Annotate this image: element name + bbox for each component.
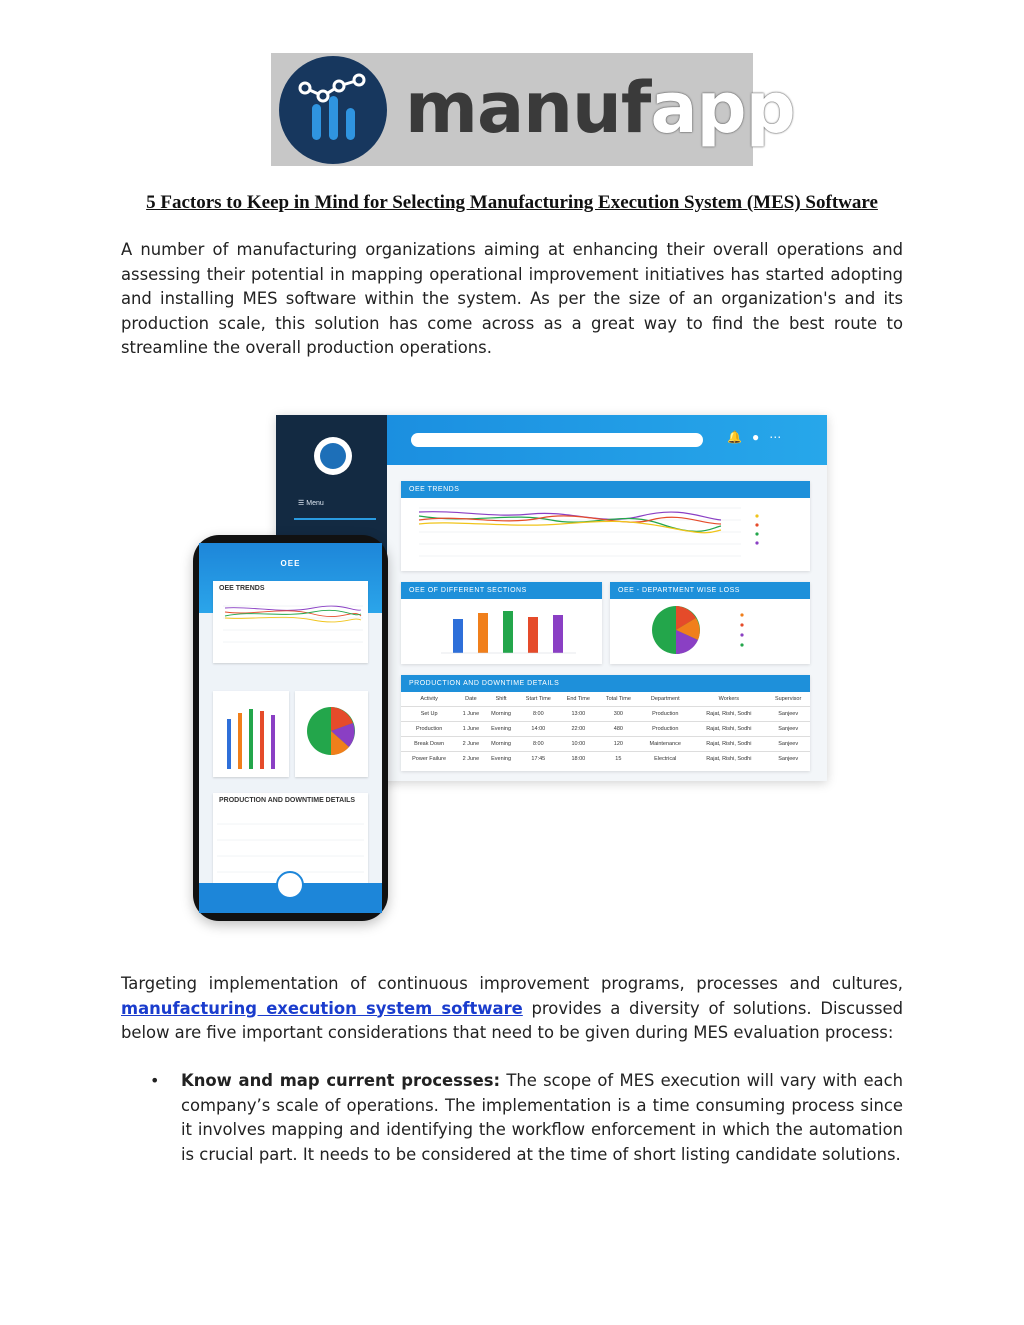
phone-bottom-nav	[199, 883, 382, 913]
table-cell: Morning	[491, 710, 511, 717]
oee-sections-chart	[401, 599, 602, 664]
list-item	[150, 1069, 903, 1167]
table-cell: 13:00	[571, 710, 586, 717]
phone-trends-card	[213, 581, 368, 663]
body-text-before-link: Targeting implementation of continuous improvement programs, processes and cultures,	[121, 974, 903, 993]
table-cell: 1 June	[462, 710, 480, 717]
table-header-cell: End Time	[566, 695, 590, 702]
logo-word-part1: manuf	[405, 67, 651, 149]
table-cell: Set Up	[420, 710, 438, 717]
sidebar-divider	[294, 518, 376, 520]
oee-department-pie	[610, 599, 810, 664]
phone-sections-card	[213, 691, 289, 777]
table-cell: 22:00	[571, 725, 586, 732]
considerations-list	[150, 1069, 903, 1167]
table-cell: Rajat, Rishi, Sodhi	[706, 740, 752, 747]
table-cell: Morning	[491, 740, 511, 747]
table-header-cell: Start Time	[525, 695, 551, 702]
bullet-heading: Know and map current processes:	[181, 1071, 501, 1090]
table-header-cell: Activity	[420, 695, 438, 702]
table-cell: Maintenance	[649, 740, 681, 747]
table-row	[401, 706, 810, 721]
table-cell: Sanjeev	[778, 755, 799, 762]
oee-sections-panel	[401, 582, 602, 664]
phone-nav-center-icon	[276, 871, 304, 899]
table-cell: 480	[613, 725, 623, 732]
phone-trends-title: OEE TRENDS	[219, 585, 265, 592]
phone-sections-chart	[213, 691, 289, 777]
bullet-text: The scope of MES execution will vary with each company’s scale of operations. The implementation is a time consuming process since it involves mapping and identifying the workflow enforcement in which the automation is crucial part. It needs to be considered at the time of short listing candidate solutions.	[181, 1071, 904, 1164]
logo-mark-icon	[279, 56, 387, 164]
oee-trends-chart	[401, 498, 810, 571]
phone-trends-chart	[213, 596, 368, 660]
production-details-panel	[401, 675, 810, 771]
phone-department-card	[295, 691, 368, 777]
table-cell: 15	[615, 755, 622, 762]
table-cell: 8:00	[532, 710, 544, 717]
oee-department-title: OEE - DEPARTMENT WISE LOSS	[610, 582, 810, 599]
table-header-cell: Date	[465, 695, 477, 702]
table-header-cell: Workers	[718, 695, 740, 702]
sidebar-menu-label: ☰ Menu	[298, 500, 324, 507]
table-cell: 2 June	[462, 755, 480, 762]
table-header-cell: Supervisor	[775, 695, 802, 702]
phone-title: OEE	[280, 559, 301, 568]
table-cell: Sanjeev	[778, 725, 799, 732]
production-details-table	[401, 692, 810, 766]
table-cell: Sanjeev	[778, 710, 799, 717]
oee-trends-title: OEE TRENDS	[401, 481, 810, 498]
table-cell: 2 June	[462, 740, 480, 747]
table-cell: 120	[613, 740, 623, 747]
phone-department-pie	[295, 691, 368, 777]
table-header-cell: Shift	[495, 695, 507, 702]
phone-screen	[199, 543, 382, 913]
table-cell: Sanjeev	[778, 740, 799, 747]
mes-software-link[interactable]: manufacturing execution system software	[121, 998, 523, 1018]
dashboard-search-bar	[411, 433, 703, 447]
dashboard-topbar	[387, 415, 827, 465]
intro-paragraph: A number of manufacturing organizations aiming at enhancing their overall operations and assessing their potential in mapping operational improvement initiatives has started adopting and installing MES software within the system. As per the size of an organization's and its production scale, this solution has come across as a great way to find the best route to streamline the overall production operations.	[121, 240, 903, 357]
sidebar-logo-icon	[314, 437, 352, 475]
phone-production-title: PRODUCTION AND DOWNTIME DETAILS	[219, 797, 356, 804]
table-header-row	[401, 692, 810, 706]
logo-wordmark	[405, 63, 795, 153]
table-cell: 1 June	[462, 725, 480, 732]
table-cell: 18:00	[571, 755, 586, 762]
table-cell: 14:00	[531, 725, 546, 732]
table-cell: Break Down	[414, 740, 445, 747]
table-cell: Rajat, Rishi, Sodhi	[706, 725, 752, 732]
manufapp-logo	[271, 53, 795, 166]
table-cell: Rajat, Rishi, Sodhi	[706, 710, 752, 717]
table-cell: 10:00	[571, 740, 586, 747]
table-cell: Evening	[491, 725, 512, 732]
bullet-icon: •	[150, 1071, 160, 1090]
table-row	[401, 721, 810, 736]
oee-trends-panel	[401, 481, 810, 571]
table-cell: Production	[652, 710, 679, 717]
table-cell: 300	[613, 710, 623, 717]
table-cell: Power Failure	[412, 755, 447, 762]
table-cell: Production	[652, 725, 679, 732]
table-row	[401, 751, 810, 766]
table-header-cell: Department	[650, 695, 680, 702]
document-title: 5 Factors to Keep in Mind for Selecting Manufacturing Execution System (MES) Software	[146, 192, 878, 213]
body-paragraph	[121, 972, 903, 1046]
sidebar-menu-text: Menu	[306, 500, 324, 507]
table-cell: Rajat, Rishi, Sodhi	[706, 755, 752, 762]
logo-word-part2: app	[650, 67, 795, 149]
table-cell: Production	[415, 725, 443, 732]
dashboard-topbar-icons: 🔔●⋯	[727, 430, 792, 444]
table-cell: 17:45	[531, 755, 546, 762]
table-cell: Evening	[491, 755, 512, 762]
table-header-cell: Total Time	[605, 695, 631, 702]
oee-sections-title: OEE OF DIFFERENT SECTIONS	[401, 582, 602, 599]
table-row	[401, 736, 810, 751]
table-cell: Electrical	[654, 755, 677, 762]
body-text-after-link: provides a diversity of solutions. Discussed below are five important considerations that need to be given during MES evaluation process:	[121, 998, 904, 1042]
table-cell: 8:00	[532, 740, 544, 747]
phone-illustration	[193, 535, 388, 921]
oee-department-panel	[610, 582, 810, 664]
production-details-title: PRODUCTION AND DOWNTIME DETAILS	[401, 675, 810, 692]
